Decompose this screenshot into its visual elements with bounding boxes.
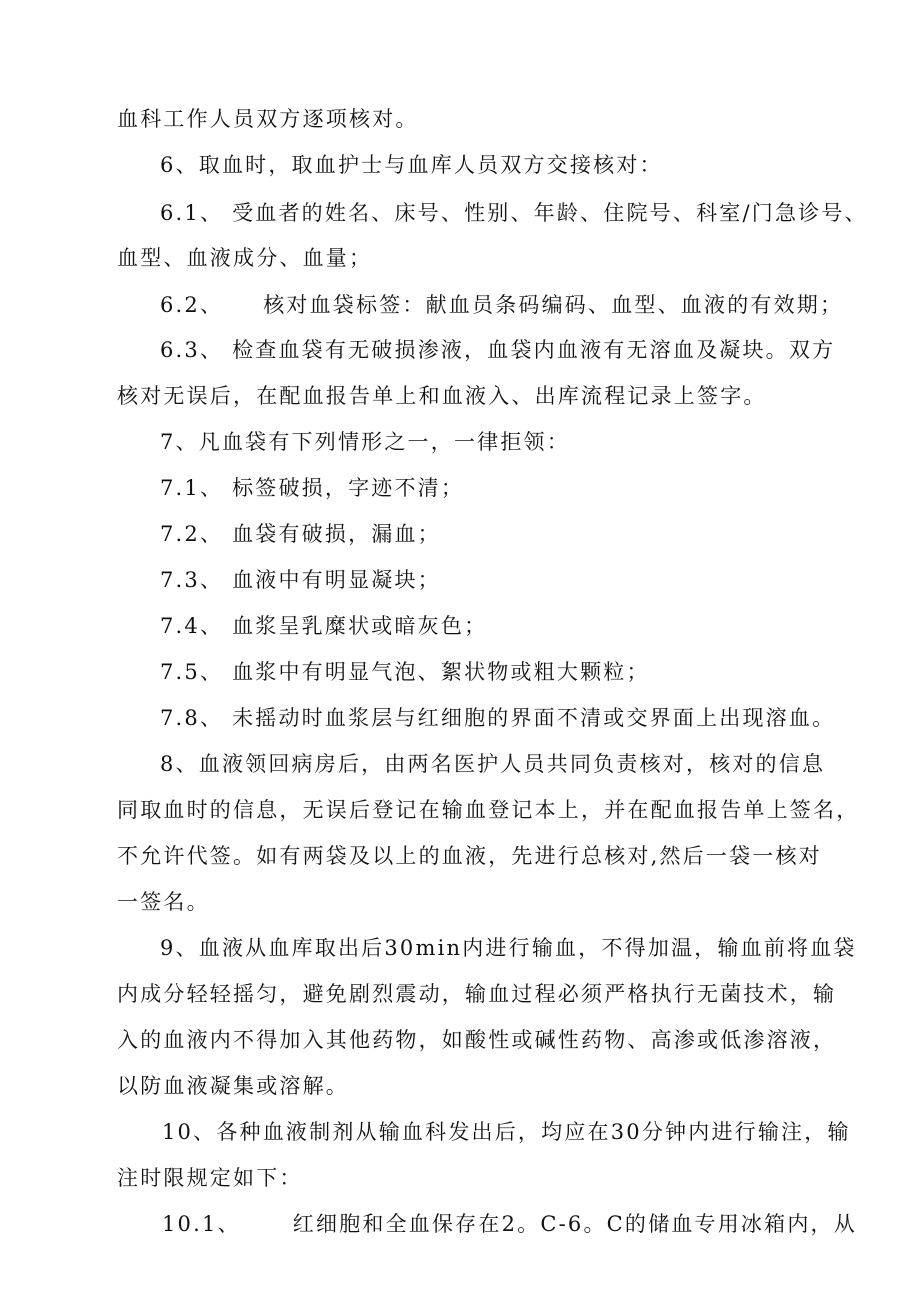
paragraph-line [160,290,880,320]
paragraph-line: 注时限规定如下： [117,1166,303,1190]
item-number: 6.2、 [160,293,224,317]
item-text: 红细胞和全血保存在2。C-6。C的储血专用冰箱内，从 [292,1212,857,1236]
paragraph-line: 7.2、 血袋有破损，漏血； [160,522,441,546]
paragraph-line: 入的血液内不得加入其他药物，如酸性或碱性药物、高渗或低渗溶液， [117,1028,837,1052]
paragraph-line: 6.3、 检查血袋有无破损渗液，血袋内血液有无溶血及凝块。双方 [160,338,836,362]
item-text: 核对血袋标签：献血员条码编码、血型、血液的有效期； [263,293,844,317]
paragraph-line: 7.8、 未摇动时血浆层与红细胞的界面不清或交界面上出现溶血。 [160,706,836,730]
paragraph-line: 10、各种血液制剂从输血科发出后，均应在30分钟内进行输注，输 [162,1120,851,1144]
item-number: 10.1、 [162,1212,241,1236]
paragraph-line: 血型、血液成分、血量； [117,246,373,270]
paragraph-line: 7、凡血袋有下列情形之一，一律拒领： [160,430,570,454]
paragraph-line: 7.1、 标签破损，字迹不清； [160,476,465,500]
paragraph-line: 7.3、 血液中有明显凝块； [160,568,441,592]
paragraph-line: 6.1、 受血者的姓名、床号、性别、年龄、住院号、科室/门急诊号、 [160,201,868,225]
paragraph-line: 内成分轻轻摇匀，避免剧烈震动，输血过程必须严格执行无菌技术，输 [117,982,837,1006]
paragraph-line: 8、血液领回病房后，由两名医护人员共同负责核对，核对的信息 [160,752,826,776]
paragraph-line: 不允许代签。如有两袋及以上的血液，先进行总核对,然后一袋一核对 [117,844,822,868]
paragraph-line: 9、血液从血库取出后30min内进行输血，不得加温，输血前将血袋 [160,936,857,960]
paragraph-line: 血科工作人员双方逐项核对。 [117,107,419,131]
paragraph-line: 核对无误后，在配血报告单上和血液入、出库流程记录上签字。 [117,384,767,408]
paragraph-line: 一签名。 [117,890,210,914]
paragraph-line: 以防血液凝集或溶解。 [117,1074,349,1098]
paragraph-line: 6、取血时，取血护士与血库人员双方交接核对： [160,153,663,177]
paragraph-line: 7.4、 血浆呈乳糜状或暗灰色； [160,614,488,638]
paragraph-line: 7.5、 血浆中有明显气泡、絮状物或粗大颗粒； [160,660,650,684]
paragraph-line [162,1209,880,1239]
paragraph-line: 同取血时的信息，无误后登记在输血登记本上，并在配血报告单上签名， [117,798,860,822]
